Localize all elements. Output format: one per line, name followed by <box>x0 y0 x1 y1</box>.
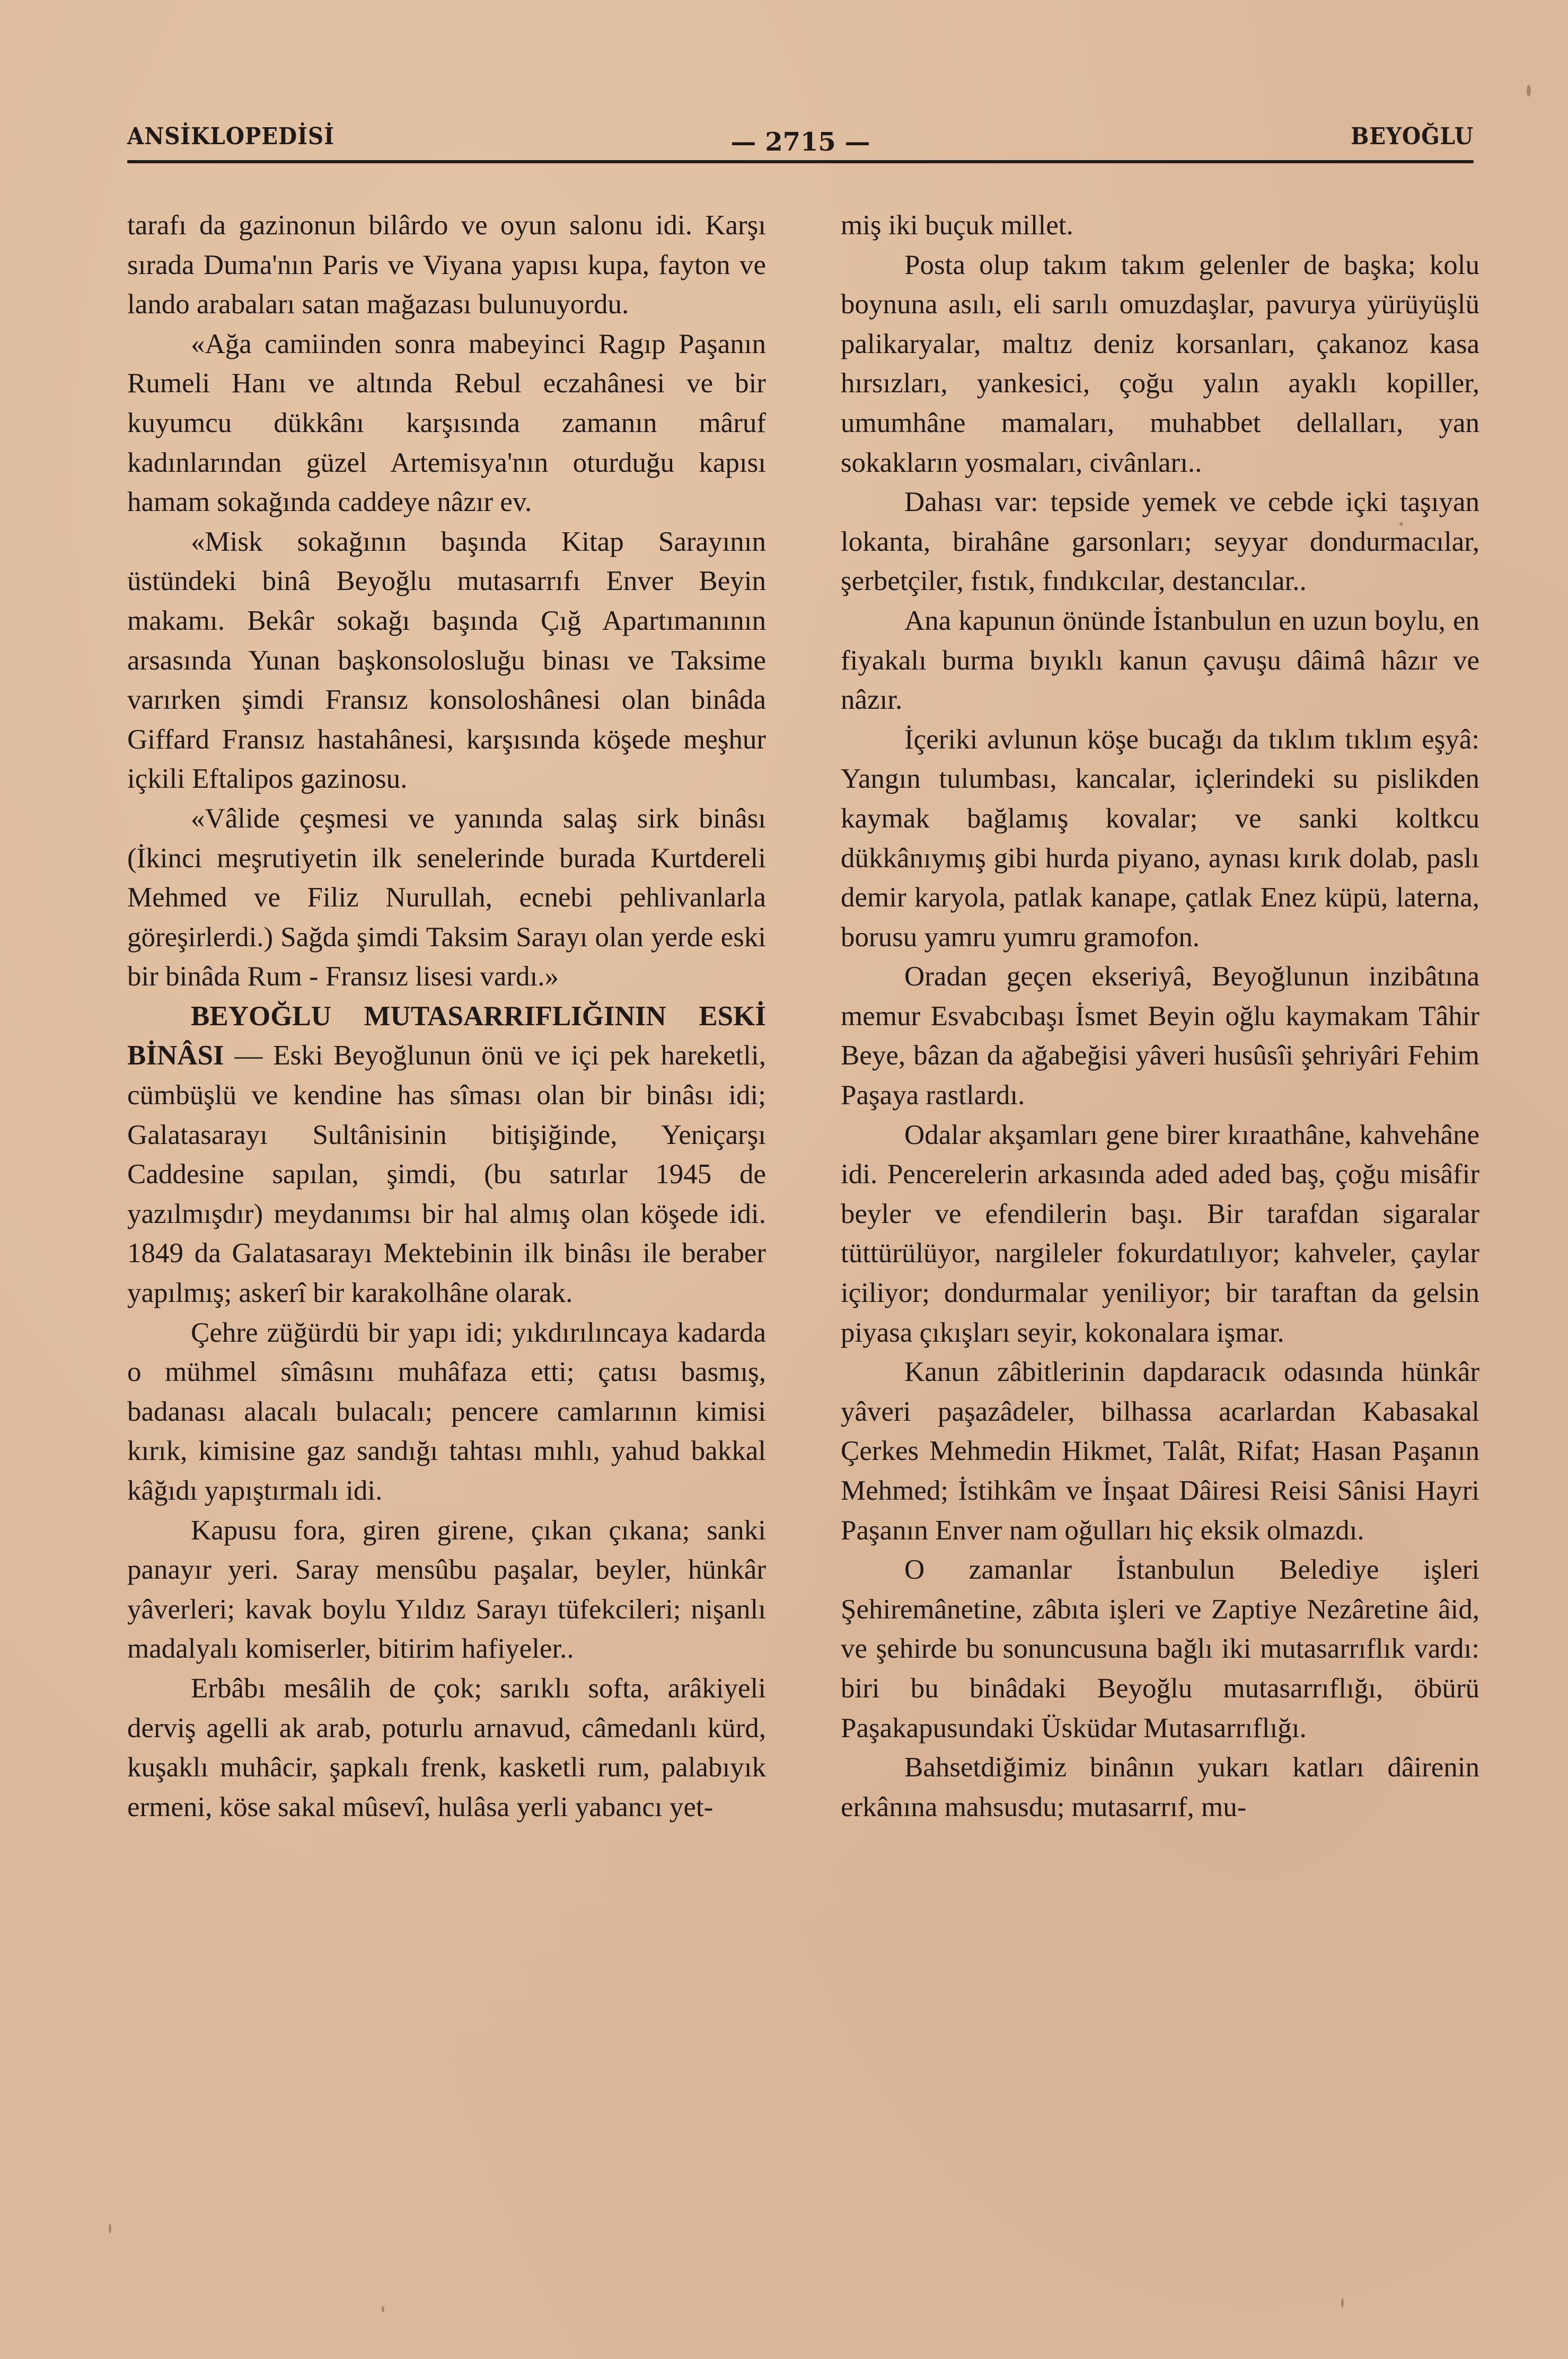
paragraph: «Misk sokağının başında Kitap Sarayının üstündeki binâ Beyoğlu mutasarrıfı Enver Beyin makamı. Bekâr sokağı başında Çığ Apartımanının arsasında Yunan başkonsolosluğu binası ve Taksime varırken şimdi Fransız konsoloshânesi olan binâda Giffard Fransız hastahânesi, karşısında köşede meşhur içkili Eftalipos gazinosu. <box>127 526 766 795</box>
paragraph: İçeriki avlunun köşe bucağı da tıklım tıklım eşyâ: Yangın tulumbası, kancalar, içlerindeki su pislikden kaymak bağlamış kovalar; ve sanki koltkcu dükkânıymış gibi hurda piyano, aynası kırık dolab, paslı demir karyola, patlak kanape, çatlak Enez küpü, laterna, borusu yamru yumru gramofon. <box>841 724 1479 953</box>
paper-speck <box>382 2306 384 2312</box>
paragraph: Bahsetdiğimiz binânın yukarı katları dâirenin erkânına mahsusdu; mutasarrıf, mu- <box>841 1752 1479 1823</box>
entry-heading: BEYOĞLU MUTASARRIFLIĞININ ESKİ BİNÂSI <box>127 1000 766 1071</box>
paragraph: O zamanlar İstanbulun Belediye işleri Şehiremânetine, zâbıta işleri ve Zaptiye Nezâretine âid, ve şehirde bu sonuncusuna bağlı iki mutasarrıflık vardı: biri bu binâdaki Beyoğlu mutasarrıflığı, öbürü Paşakapusundaki Üsküdar Mutasarrıflığı. <box>841 1554 1479 1744</box>
entry-text: Eski Beyoğlunun önü ve içi pek hareketli, cümbüşlü ve kendine has sîması olan bir binâsı idi; Galatasarayı Sultânisinin bitişiğinde, Yeniçarşı Caddesine sapılan, şimdi, (bu satırlar 1945 de yazılmışdır) meydanımsı bir hal almış olan köşede idi. 1849 da Galatasarayı Mektebinin ilk binâsı ile beraber yapılmış; askerî bir karakolhâne olarak. <box>127 1040 766 1309</box>
entry-paragraph <box>127 997 766 1313</box>
paragraph: Erbâbı mesâlih de çok; sarıklı softa, arâkiyeli derviş agelli ak arab, poturlu arnavud, câmedanlı kürd, kuşaklı muhâcir, şapkalı frenk, kasketli rum, palabıyık ermeni, köse sakal mûsevî, hulâsa yerli yabancı yet- <box>127 1673 766 1823</box>
paragraph: Kapusu fora, giren girene, çıkan çıkana; sanki panayır yeri. Saray mensûbu paşalar, beyler, hünkâr yâverleri; kavak boylu Yıldız Sarayı tüfekcileri; nişanlı madalyalı komiserler, bitirim hafiyeler.. <box>127 1515 766 1665</box>
paper-speck <box>1341 2298 1344 2308</box>
running-header <box>127 118 1474 155</box>
paragraph: tarafı da gazinonun bilârdo ve oyun salonu idi. Karşı sırada Duma'nın Paris ve Viyana yapısı kupa, fayton ve lando arabaları satan mağazası bulunuyordu. <box>127 210 766 320</box>
paragraph: Ana kapunun önünde İstanbulun en uzun boylu, en fiyakalı burma bıyıklı kanun çavuşu dâimâ hâzır ve nâzır. <box>841 605 1479 716</box>
paragraph: «Vâlide çeşmesi ve yanında salaş sirk binâsı (İkinci meşrutiyetin ilk senelerinde burada Kurtdereli Mehmed ve Filiz Nurullah, ecnebi pehlivanlarla göreşirlerdi.) Sağda şimdi Taksim Sarayı olan yerde eski bir binâda Rum - Fransız lisesi vardı.» <box>127 803 766 992</box>
paragraph: Kanun zâbitlerinin dapdaracık odasında hünkâr yâveri paşazâdeler, bilhassa acarlardan Kabasakal Çerkes Mehmedin Hikmet, Talât, Rifat; Hasan Paşanın Mehmed; İstihkâm ve İnşaat Dâiresi Reisi Sânisi Hayri Paşanın Enver nam oğulları hiç eksik olmazdı. <box>841 1357 1479 1546</box>
paragraph: Odalar akşamları gene birer kıraathâne, kahvehâne idi. Pencerelerin arkasında aded aded baş, çoğu misâfir beyler ve efendilerin başı. Bir tarafdan sigaralar tüttürülüyor, nargileler fokurdatılıyor; kahveler, çaylar içiliyor; dondurmalar yeniliyor; bir taraftan da gelsin piyasa çıkışları seyir, kokonalara işmar. <box>841 1119 1479 1348</box>
header-rule <box>127 160 1474 163</box>
paper-speck <box>1527 85 1531 96</box>
left-column <box>127 206 766 1827</box>
entry-dash: — <box>224 1040 274 1071</box>
paragraph: miş iki buçuk millet. <box>841 210 1073 241</box>
paper-speck <box>109 2224 111 2233</box>
right-column <box>841 206 1479 1827</box>
page-number: — 2715 — <box>730 127 870 157</box>
paragraph: Posta olup takım takım gelenler de başka; kolu boynuna asılı, eli sarılı omuzdaşlar, pavurya yürüyüşlü palikaryalar, maltız deniz korsanları, çakanoz kasa hırsızları, yankesici, çoğu yalın ayaklı kopiller, umumhâne mamaları, muhabbet dellalları, yan sokakların yosmaları, civânları.. <box>841 249 1479 478</box>
paper-speck <box>1399 522 1403 526</box>
paragraph: Çehre züğürdü bir yapı idi; yıkdırılıncaya kadarda o mühmel sîmâsını muhâfaza etti; çatısı basmış, badanası alacalı bulacalı; pencere camlarının kimisi kırık, kimisine gaz sandığı tahtası mıhlı, yahud bakkal kâğıdı yapıştırmalı idi. <box>127 1317 766 1506</box>
header-entry-title: BEYOĞLU <box>1351 123 1474 150</box>
paragraph: Oradan geçen ekseriyâ, Beyoğlunun inzibâtına memur Esvabcıbaşı İsmet Beyin oğlu kaymakam Tâhir Beye, bâzan da ağabeğisi yâveri husûsîi şehriyâri Fehim Paşaya rastlardı. <box>841 961 1479 1111</box>
paragraph: «Ağa camiinden sonra mabeyinci Ragıp Paşanın Rumeli Hanı ve altında Rebul eczahânesi ve bir kuyumcu dükkânı karşısında zamanın mâruf kadınlarından güzel Artemisya'nın oturduğu kapısı hamam sokağında caddeye nâzır ev. <box>127 328 766 518</box>
paragraph: Dahası var: tepside yemek ve cebde içki taşıyan lokanta, birahâne garsonları; seyyar dondurmacılar, şerbetçiler, fıstık, fındıkcılar, destancılar.. <box>841 487 1479 597</box>
header-encyclopedia-title: ANSİKLOPEDİSİ <box>127 123 334 150</box>
